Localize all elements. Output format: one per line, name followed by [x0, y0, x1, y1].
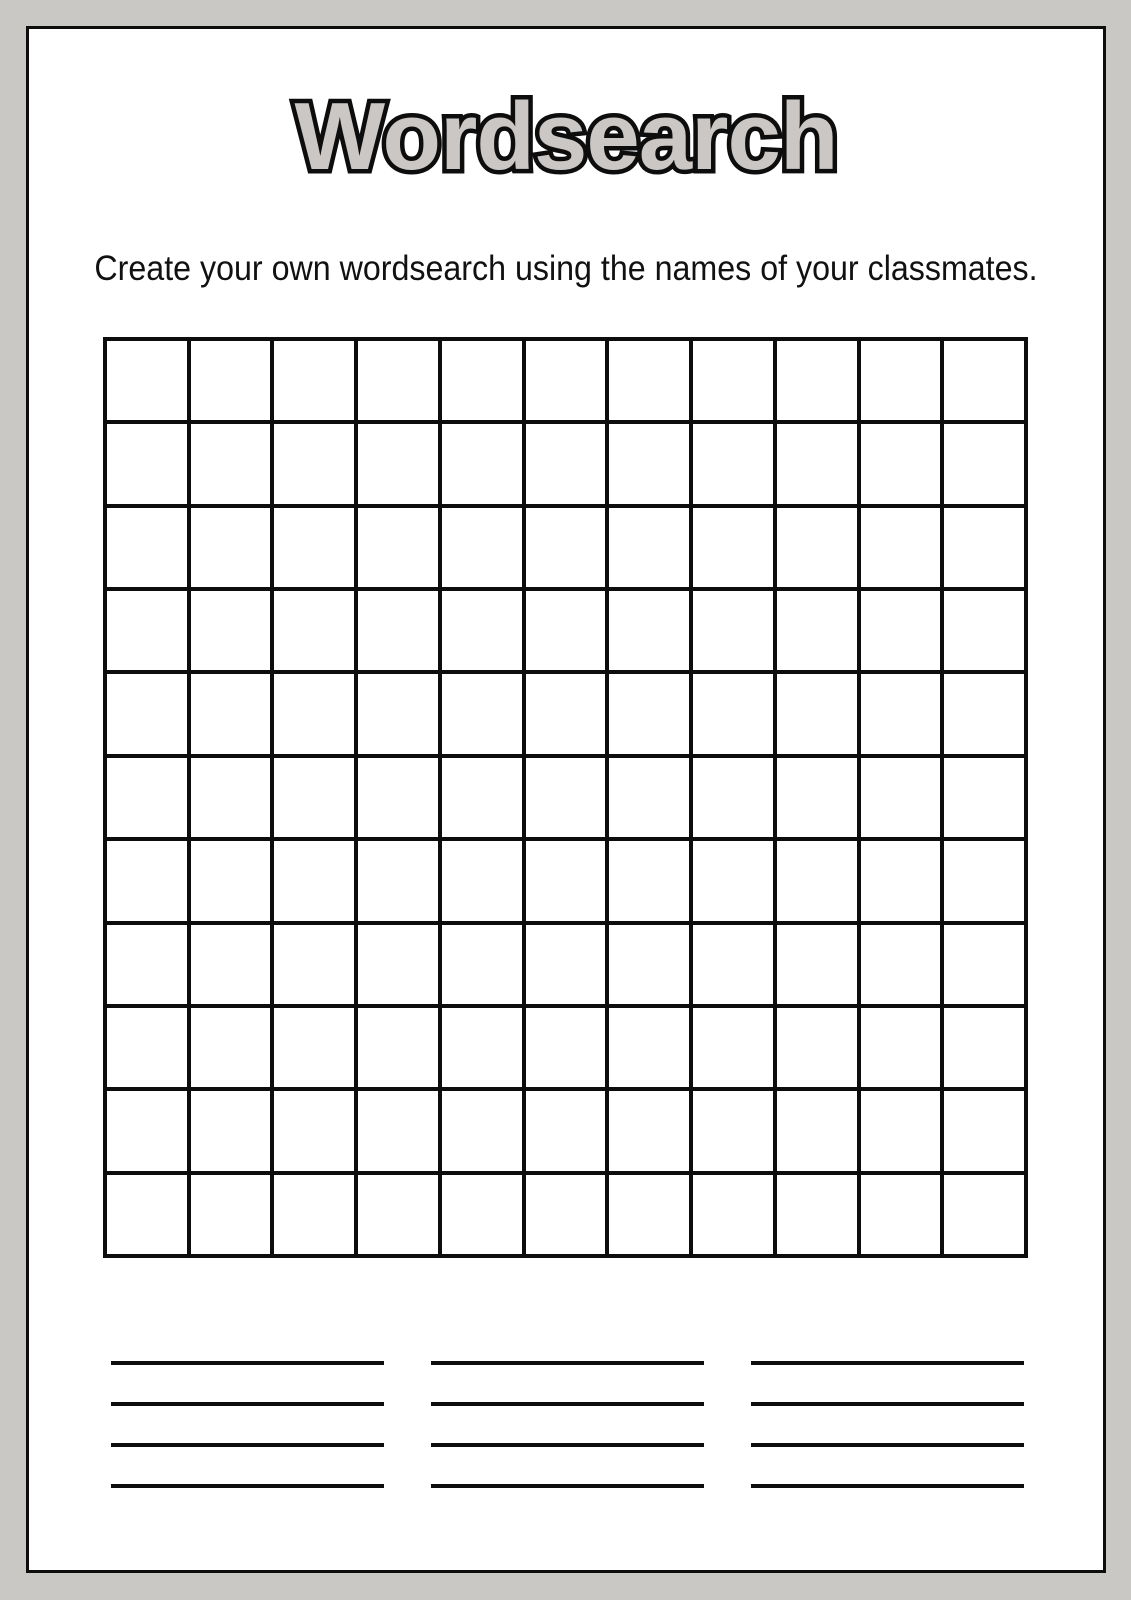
- grid-cell: [609, 841, 689, 920]
- grid-cell: [777, 508, 857, 587]
- grid-cell: [442, 1008, 522, 1087]
- grid-cell: [944, 841, 1024, 920]
- grid-cell: [274, 1008, 354, 1087]
- word-lines-section: [111, 1361, 1024, 1488]
- grid-cell: [693, 1008, 773, 1087]
- grid-cell: [358, 341, 438, 420]
- grid-cell: [609, 508, 689, 587]
- grid-cell: [526, 674, 606, 753]
- grid-cell: [777, 1091, 857, 1170]
- wordsearch-grid: [103, 337, 1028, 1258]
- grid-cell: [609, 674, 689, 753]
- word-line: [751, 1402, 1024, 1406]
- grid-cell: [274, 591, 354, 670]
- grid-cell: [526, 925, 606, 1004]
- grid-cell: [107, 925, 187, 1004]
- grid-cell: [358, 1175, 438, 1254]
- grid-cell: [526, 1175, 606, 1254]
- grid-cell: [944, 925, 1024, 1004]
- grid-cell: [693, 841, 773, 920]
- grid-cell: [693, 424, 773, 503]
- grid-cell: [191, 591, 271, 670]
- grid-cell: [693, 1091, 773, 1170]
- grid-cell: [944, 758, 1024, 837]
- grid-cell: [107, 758, 187, 837]
- grid-cell: [358, 925, 438, 1004]
- grid-cell: [861, 424, 941, 503]
- grid-cell: [358, 508, 438, 587]
- grid-cell: [861, 1175, 941, 1254]
- grid-cell: [609, 1008, 689, 1087]
- grid-cell: [526, 341, 606, 420]
- grid-cell: [274, 1175, 354, 1254]
- word-line: [111, 1484, 384, 1488]
- grid-cell: [861, 1091, 941, 1170]
- grid-cell: [107, 674, 187, 753]
- grid-cell: [777, 925, 857, 1004]
- grid-cell: [609, 925, 689, 1004]
- grid-cell: [107, 841, 187, 920]
- grid-cell: [693, 674, 773, 753]
- word-line: [431, 1361, 704, 1365]
- grid-cell: [609, 424, 689, 503]
- grid-cell: [358, 758, 438, 837]
- grid-cell: [526, 591, 606, 670]
- grid-cell: [861, 925, 941, 1004]
- grid-cell: [442, 424, 522, 503]
- grid-cell: [526, 841, 606, 920]
- grid-cell: [191, 758, 271, 837]
- grid-cell: [609, 758, 689, 837]
- grid-cell: [944, 424, 1024, 503]
- grid-cell: [274, 925, 354, 1004]
- grid-cell: [526, 424, 606, 503]
- grid-cell: [693, 1175, 773, 1254]
- grid-cell: [777, 424, 857, 503]
- grid-cell: [274, 674, 354, 753]
- grid-cell: [861, 841, 941, 920]
- grid-cell: [191, 1175, 271, 1254]
- word-line: [751, 1484, 1024, 1488]
- grid-cell: [358, 424, 438, 503]
- grid-cell: [107, 341, 187, 420]
- grid-cell: [274, 508, 354, 587]
- grid-cell: [358, 674, 438, 753]
- grid-cell: [861, 758, 941, 837]
- word-line: [751, 1443, 1024, 1447]
- grid-cell: [777, 1175, 857, 1254]
- grid-cell: [861, 508, 941, 587]
- word-line: [111, 1443, 384, 1447]
- grid-cell: [191, 508, 271, 587]
- grid-cell: [693, 341, 773, 420]
- grid-cell: [274, 424, 354, 503]
- grid-cell: [107, 424, 187, 503]
- grid-cell: [861, 341, 941, 420]
- grid-cell: [861, 1008, 941, 1087]
- grid-cell: [944, 674, 1024, 753]
- grid-cell: [358, 591, 438, 670]
- grid-cell: [191, 925, 271, 1004]
- grid-cell: [609, 591, 689, 670]
- grid-cell: [274, 758, 354, 837]
- grid-cell: [693, 925, 773, 1004]
- word-line-column: [431, 1361, 704, 1488]
- grid-cell: [358, 1091, 438, 1170]
- grid-cell: [442, 341, 522, 420]
- page-title: Wordsearch: [294, 83, 838, 190]
- grid-cell: [442, 758, 522, 837]
- grid-cell: [191, 841, 271, 920]
- grid-cell: [609, 1175, 689, 1254]
- grid-cell: [358, 1008, 438, 1087]
- grid-cell: [107, 591, 187, 670]
- grid-cell: [107, 1091, 187, 1170]
- grid-cell: [777, 758, 857, 837]
- grid-cell: [274, 841, 354, 920]
- grid-cell: [107, 1175, 187, 1254]
- grid-cell: [777, 341, 857, 420]
- grid-cell: [944, 1175, 1024, 1254]
- grid-cell: [693, 591, 773, 670]
- grid-cell: [861, 674, 941, 753]
- grid-cell: [191, 1008, 271, 1087]
- grid-cell: [442, 925, 522, 1004]
- grid-cell: [777, 841, 857, 920]
- grid-cell: [107, 1008, 187, 1087]
- grid-cell: [609, 1091, 689, 1170]
- word-line: [111, 1361, 384, 1365]
- worksheet-page: [26, 26, 1106, 1573]
- grid-cell: [442, 591, 522, 670]
- word-line-column: [751, 1361, 1024, 1488]
- word-line: [751, 1361, 1024, 1365]
- grid-cell: [191, 1091, 271, 1170]
- grid-cell: [944, 341, 1024, 420]
- grid-cell: [693, 508, 773, 587]
- grid-cell: [526, 758, 606, 837]
- word-line-column: [111, 1361, 384, 1488]
- grid-cell: [191, 674, 271, 753]
- grid-cell: [442, 841, 522, 920]
- grid-cell: [442, 674, 522, 753]
- word-line: [431, 1484, 704, 1488]
- grid-cell: [358, 841, 438, 920]
- grid-cell: [442, 1175, 522, 1254]
- grid-cell: [944, 1091, 1024, 1170]
- grid-cell: [274, 341, 354, 420]
- grid-cell: [693, 758, 773, 837]
- grid-cell: [944, 508, 1024, 587]
- grid-cell: [442, 1091, 522, 1170]
- grid-cell: [777, 591, 857, 670]
- grid-cell: [107, 508, 187, 587]
- grid-cell: [861, 591, 941, 670]
- grid-cell: [526, 1008, 606, 1087]
- word-line: [111, 1402, 384, 1406]
- grid-cell: [609, 341, 689, 420]
- word-line: [431, 1402, 704, 1406]
- grid-cell: [526, 508, 606, 587]
- grid-cell: [526, 1091, 606, 1170]
- grid-cell: [191, 424, 271, 503]
- grid-cell: [777, 674, 857, 753]
- grid-cell: [274, 1091, 354, 1170]
- word-line: [431, 1443, 704, 1447]
- grid-cell: [442, 508, 522, 587]
- grid-cell: [191, 341, 271, 420]
- grid-cell: [777, 1008, 857, 1087]
- grid-cell: [944, 591, 1024, 670]
- grid-cell: [944, 1008, 1024, 1087]
- instruction-text: Create your own wordsearch using the names of your classmates.: [94, 249, 1038, 288]
